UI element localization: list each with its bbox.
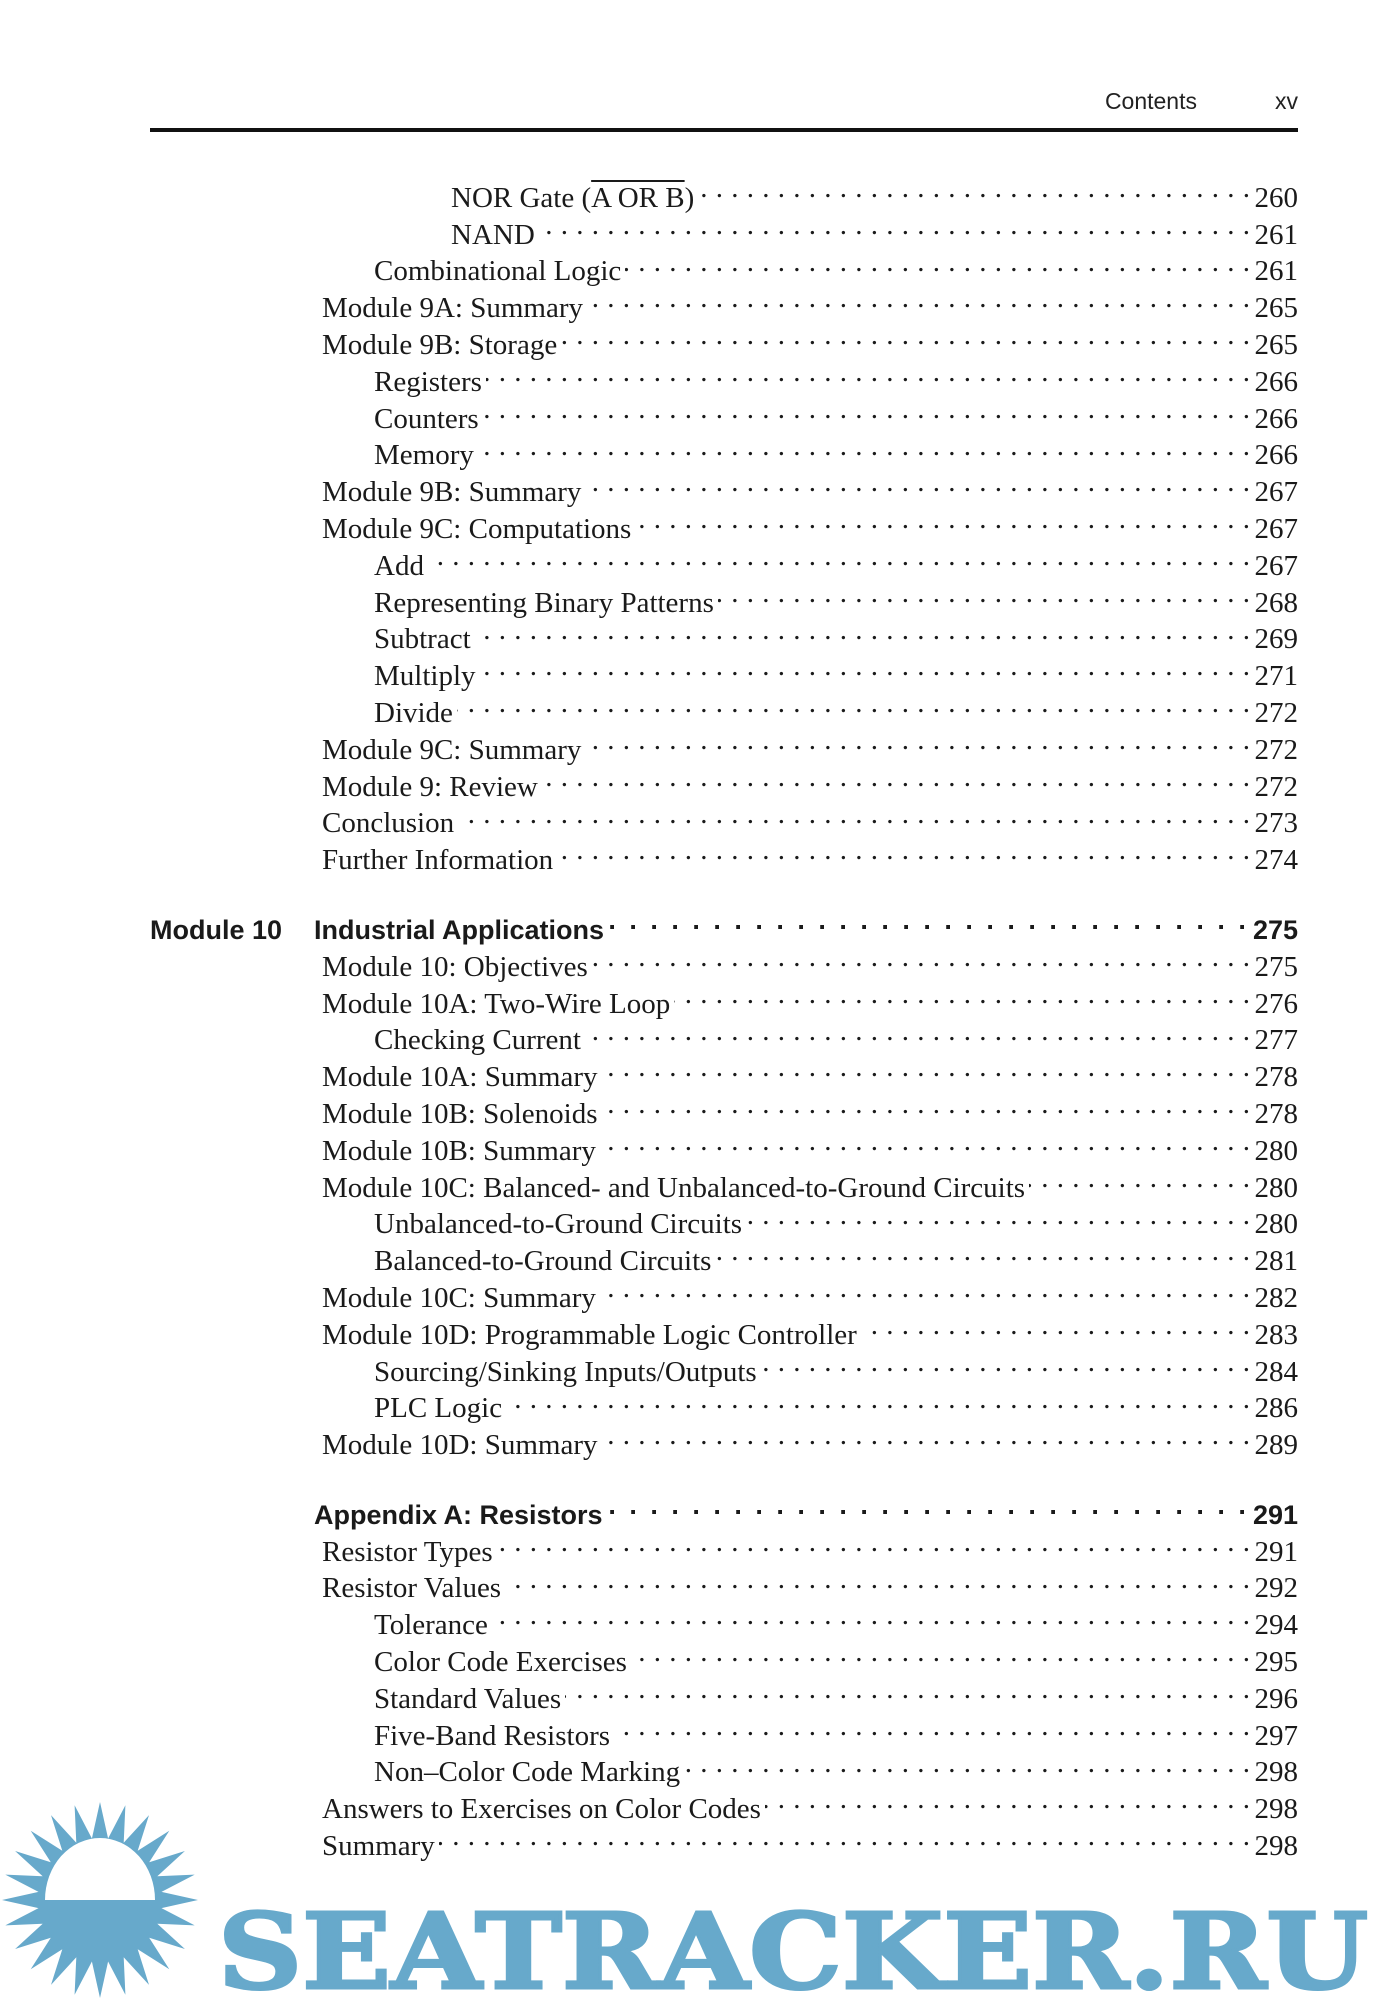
- dot-leader: [684, 1745, 1250, 1782]
- dot-leader: [506, 1381, 1250, 1418]
- toc-page-number: 280: [1254, 1134, 1298, 1167]
- toc-page-number: 283: [1254, 1318, 1298, 1351]
- toc-page-number: 295: [1254, 1646, 1298, 1679]
- toc-entry-label: Industrial Applications: [314, 914, 605, 945]
- dot-leader: [614, 1708, 1250, 1745]
- dot-leader: [585, 464, 1250, 501]
- toc-heading-number: Module 10: [150, 914, 283, 945]
- toc-entry[interactable]: [150, 207, 1298, 251]
- dot-leader: [475, 612, 1251, 649]
- toc-entry-label: Module 10: Objectives: [322, 950, 588, 983]
- toc-entry-label: Module 9A: Summary: [322, 292, 583, 325]
- toc-entry-label: Combinational Logic: [374, 255, 622, 288]
- toc-entry-label: Module 10D: Summary: [322, 1429, 598, 1462]
- toc-entry[interactable]: [150, 685, 1298, 729]
- running-header: [1105, 88, 1298, 115]
- dot-leader: [608, 902, 1249, 939]
- toc-entry-label: Module 9B: Storage: [322, 328, 558, 361]
- toc-entry-label-overline: A OR B: [591, 181, 685, 214]
- toc-entry-label: Resistor Types: [322, 1535, 493, 1568]
- toc-entry-label: Module 10C: Summary: [322, 1281, 596, 1314]
- dot-leader: [492, 1597, 1251, 1634]
- toc-page-number: 273: [1254, 807, 1298, 840]
- dot-leader: [715, 1233, 1250, 1270]
- dot-leader: [483, 391, 1251, 428]
- toc-page-number: 276: [1254, 987, 1298, 1020]
- toc-entry-label: Module 10B: Solenoids: [322, 1097, 598, 1130]
- toc-page-number: 284: [1254, 1355, 1298, 1388]
- toc-entry-label: Non–Color Code Marking: [374, 1756, 681, 1789]
- toc-page-number: 265: [1254, 328, 1298, 361]
- header-rule: [150, 128, 1298, 132]
- toc-page-number: 278: [1254, 1061, 1298, 1094]
- dot-leader: [497, 1524, 1251, 1561]
- dot-leader: [428, 538, 1251, 575]
- toc-entry-label: Tolerance: [374, 1609, 488, 1642]
- dot-leader: [585, 722, 1250, 759]
- toc-page-number: 291: [1252, 1499, 1298, 1530]
- toc-entry-label: Module 10A: Two-Wire Loop: [322, 987, 671, 1020]
- toc-page-number: 272: [1254, 733, 1298, 766]
- toc-entry-label: Counters: [374, 402, 479, 435]
- toc-entry-label: Balanced-to-Ground Circuits: [374, 1245, 712, 1278]
- toc-entry-label: Module 10B: Summary: [322, 1134, 596, 1167]
- dot-leader: [761, 1344, 1251, 1381]
- dot-leader: [600, 1123, 1251, 1160]
- dot-leader: [587, 280, 1251, 317]
- toc-page-number: 272: [1254, 696, 1298, 729]
- toc-entry-label: Registers: [374, 365, 482, 398]
- dot-leader: [602, 1086, 1251, 1123]
- dot-leader: [1029, 1160, 1250, 1197]
- toc-entry-label: Appendix A: Resistors: [314, 1499, 603, 1530]
- dot-leader: [602, 1417, 1251, 1454]
- toc-entry-label: Representing Binary Patterns: [374, 586, 714, 619]
- toc-page-number: 268: [1254, 586, 1298, 619]
- dot-leader: [505, 1561, 1250, 1598]
- toc-entry-label: ): [684, 181, 695, 214]
- toc-entry-label: Add: [374, 549, 424, 582]
- toc-entry[interactable]: [150, 1270, 1298, 1314]
- toc-page-number: 294: [1254, 1609, 1298, 1642]
- toc-entry-label: Standard Values: [374, 1682, 562, 1715]
- toc-heading[interactable]: [150, 1487, 1298, 1530]
- toc-heading[interactable]: [150, 902, 1298, 945]
- dot-leader: [478, 428, 1251, 465]
- toc-entry-label: Answers to Exercises on Color Codes: [322, 1793, 761, 1826]
- toc-entry-label: Subtract: [374, 623, 471, 656]
- toc-page-number: 266: [1254, 402, 1298, 435]
- toc-entry-label: Sourcing/Sinking Inputs/Outputs: [374, 1355, 757, 1388]
- dot-leader: [861, 1307, 1251, 1344]
- toc-entry-label: Five-Band Resistors: [374, 1719, 611, 1752]
- toc-page-number: 282: [1254, 1281, 1298, 1314]
- toc-page-number: 278: [1254, 1097, 1298, 1130]
- toc-entry[interactable]: [150, 170, 1298, 214]
- toc-entry[interactable]: [150, 244, 1298, 288]
- toc-entry[interactable]: [150, 612, 1298, 656]
- toc-entry-label: Module 9: Review: [322, 770, 538, 803]
- toc-page-number: 266: [1254, 439, 1298, 472]
- dot-leader: [585, 1013, 1251, 1050]
- toc-page-number: 267: [1254, 549, 1298, 582]
- toc-page-number: 265: [1254, 292, 1298, 325]
- dot-leader: [635, 501, 1250, 538]
- toc-page-number: 272: [1254, 770, 1298, 803]
- page-number: xv: [1275, 88, 1298, 114]
- toc-entry-label: Module 9C: Computations: [322, 512, 632, 545]
- toc-entry-label: Divide: [374, 696, 453, 729]
- toc-page-number: 266: [1254, 365, 1298, 398]
- toc-page-number: 298: [1254, 1830, 1298, 1863]
- running-header-section: Contents: [1104, 88, 1197, 114]
- toc-entry-label: Module 9C: Summary: [322, 733, 582, 766]
- toc-entry[interactable]: [150, 722, 1298, 766]
- dot-leader: [625, 244, 1250, 281]
- dot-leader: [557, 832, 1250, 869]
- dot-leader: [607, 1487, 1249, 1524]
- toc-entry-label: NAND: [451, 218, 535, 251]
- dot-leader: [480, 648, 1251, 685]
- toc-page-number: 275: [1252, 914, 1298, 945]
- toc-page-number: 267: [1254, 512, 1298, 545]
- toc-entry[interactable]: [150, 1417, 1298, 1462]
- toc-page-number: 277: [1254, 1024, 1298, 1057]
- watermark-text: SEATRACKER.RU: [218, 1890, 1368, 2000]
- toc-entry[interactable]: [150, 1671, 1298, 1715]
- toc-entry[interactable]: [150, 1233, 1298, 1278]
- toc-entry[interactable]: [150, 464, 1298, 509]
- toc-entry-label: Conclusion: [322, 807, 455, 840]
- toc-entry-label: NOR Gate (: [451, 181, 592, 214]
- dot-leader: [602, 1049, 1251, 1086]
- dot-leader: [592, 939, 1251, 976]
- toc-page-number: 260: [1254, 181, 1298, 214]
- toc-entry-label: Module 9B: Summary: [322, 476, 582, 509]
- toc-page-number: 275: [1254, 950, 1298, 983]
- toc-page-number: 271: [1254, 660, 1298, 693]
- watermark-logo: [0, 1800, 1400, 2000]
- dot-leader: [631, 1634, 1251, 1671]
- dot-leader: [486, 354, 1251, 391]
- dot-leader: [561, 317, 1250, 354]
- toc-entry-label: Further Information: [322, 844, 554, 877]
- dot-leader: [674, 976, 1250, 1013]
- toc-page-number: 274: [1254, 844, 1298, 877]
- toc-page-number: 286: [1254, 1392, 1298, 1425]
- toc-entry-label: Unbalanced-to-Ground Circuits: [374, 1208, 743, 1241]
- toc-page-number: 291: [1254, 1535, 1298, 1568]
- dot-leader: [600, 1270, 1251, 1307]
- toc-entry-label: Multiply: [374, 660, 476, 693]
- toc-entry[interactable]: [150, 575, 1298, 619]
- toc-entry-label: Memory: [374, 439, 474, 472]
- toc-page-number: 269: [1254, 623, 1298, 656]
- toc-page-number: 280: [1254, 1171, 1298, 1204]
- toc-page-number: 296: [1254, 1682, 1298, 1715]
- dot-leader: [458, 796, 1250, 833]
- toc-entry[interactable]: [150, 1634, 1298, 1679]
- dot-leader: [542, 759, 1251, 796]
- toc-entry[interactable]: [150, 1049, 1298, 1094]
- toc-page-number: 289: [1254, 1429, 1298, 1462]
- toc-entry-label: PLC Logic: [374, 1392, 503, 1425]
- dot-leader: [565, 1671, 1250, 1708]
- toc-page-number: 281: [1254, 1245, 1298, 1278]
- toc-entry[interactable]: [150, 280, 1298, 325]
- dot-leader: [698, 170, 1250, 207]
- sun-icon: [2, 1802, 198, 1998]
- toc-entry-label: Color Code Exercises: [374, 1646, 627, 1679]
- toc-entry[interactable]: [150, 428, 1298, 472]
- toc-page-number: 297: [1254, 1719, 1298, 1752]
- toc-page-number: 292: [1254, 1572, 1298, 1605]
- toc-entry-label: Module 10C: Balanced- and Unbalanced-to-Ground Circuits: [322, 1171, 1026, 1204]
- toc-page-number: 261: [1254, 218, 1298, 251]
- dot-leader: [457, 685, 1251, 722]
- toc-entry[interactable]: [150, 1381, 1298, 1425]
- dot-leader: [718, 575, 1251, 612]
- toc-page-number: 298: [1254, 1756, 1298, 1789]
- toc-entry[interactable]: [150, 648, 1298, 693]
- toc-entry-label: Checking Current: [374, 1024, 581, 1057]
- toc-entry[interactable]: [150, 1745, 1298, 1789]
- toc-entry[interactable]: [150, 1708, 1298, 1752]
- table-of-contents: [150, 170, 1298, 1863]
- toc-page-number: 261: [1254, 255, 1298, 288]
- toc-page-number: 280: [1254, 1208, 1298, 1241]
- toc-entry-label: Resistor Values: [322, 1572, 502, 1605]
- toc-entry-label: Summary: [322, 1830, 435, 1863]
- toc-entry[interactable]: [150, 391, 1298, 435]
- dot-leader: [746, 1197, 1250, 1234]
- toc-page-number: 267: [1254, 476, 1298, 509]
- toc-entry-label: Module 10D: Programmable Logic Controller: [322, 1318, 857, 1351]
- toc-page-number: 298: [1254, 1793, 1298, 1826]
- toc-entry-label: Module 10A: Summary: [322, 1061, 598, 1094]
- dot-leader: [539, 207, 1251, 244]
